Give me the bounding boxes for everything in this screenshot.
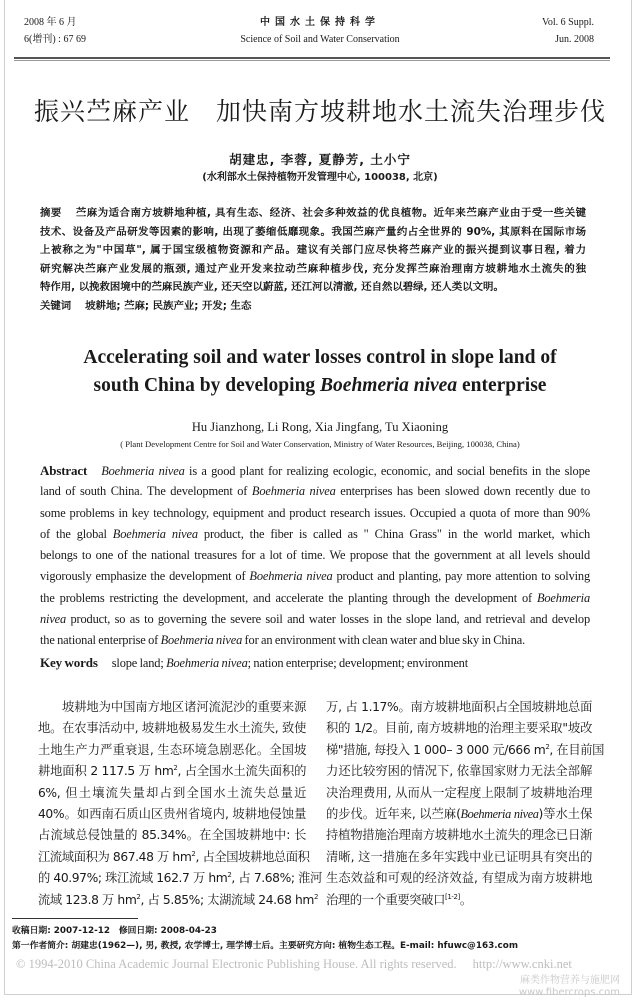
body-line: [326, 783, 592, 804]
italic-term: Boehmeria nivea: [320, 375, 458, 396]
abstract-en-line: [40, 588, 590, 609]
superscript: 2: [173, 764, 178, 773]
text-run: of the global: [40, 526, 113, 541]
text-run: , 占全国水土流失面积的: [177, 764, 306, 779]
superscript: 2: [314, 892, 319, 901]
text-run: 江流域面积为 867.48 万 hm: [38, 849, 192, 864]
body-line: [326, 890, 592, 911]
body-line: [326, 868, 592, 889]
italic-term: Boehmeria nivea: [101, 464, 185, 478]
text-run: 6%, 但土壤流失量却占到全国水土流失总量近: [38, 785, 306, 800]
text-run: 的步伐。近年来, 以苎麻(: [326, 806, 461, 821]
body-line: [38, 825, 306, 846]
abstract-en-line: [40, 524, 590, 545]
text-run: some problems in key technology, equipment and product research issues. Occupied a quota of more than 90%: [40, 505, 590, 520]
copyright-notice: [16, 957, 572, 972]
superscript: 2: [227, 871, 232, 880]
keywords-cn-label: 关键词: [40, 299, 72, 312]
affiliation-en: ( Plant Development Centre for Soil and Water Conservation, Ministry of Water Resources, Beijing, 100038, China): [120, 439, 520, 449]
superscript: 2: [545, 742, 550, 751]
text-run: ; nation enterprise; development; environment: [247, 655, 469, 670]
footnote-dates: 收稿日期: 2007-12-12 修回日期: 2008-04-23: [12, 926, 217, 936]
text-run: 治理的一个重要突破口: [326, 892, 445, 907]
abstract-cn-line: 苎麻为适合南方坡耕地种植, 具有生态、经济、社会多种效益的优良植物。近年来苎麻产业由于受一些关键: [75, 207, 587, 219]
keywords-en: [40, 652, 590, 673]
copyright-link[interactable]: http://www.cnki.net: [472, 957, 572, 971]
italic-term: Boehmeria: [536, 590, 590, 605]
text-run: 。: [459, 892, 472, 907]
body-line: [38, 783, 306, 804]
italic-term: Boehmeria nivea: [112, 526, 198, 541]
text-run: 生态效益和可观的经济效益, 有望成为南方坡耕地: [326, 871, 592, 886]
copyright-text: © 1994-2010 China Academic Journal Electronic Publishing House. All rights reserved.: [16, 957, 457, 971]
text-run: enterprises has been slowed down recently due to: [335, 484, 591, 499]
text-run: 万, 占 1.17%。南方坡耕地面积占全国坡耕地总面: [326, 700, 592, 714]
abstract-cn-label: 摘要: [40, 207, 62, 219]
body-line: [38, 847, 310, 868]
text-run: , 占 5.85%; 太湖流域 24.68 hm: [140, 892, 314, 907]
abstract-en-line: [40, 481, 590, 502]
text-run: vigorously emphasize the development of: [40, 569, 250, 584]
body-line: [326, 804, 592, 825]
footnote-author: 第一作者简介: 胡建忠(1962—), 男, 教授, 农学博士, 理学博士后。主要研究方向: 植物生态工程。E-mail: hfuwc@163.com: [12, 941, 518, 951]
text-run: product, so as to governing the severe soil and water losses in the slope land, and retrieval and develop: [66, 612, 590, 627]
body-line: [38, 740, 306, 761]
abstract-en-line: [40, 460, 590, 481]
title-en: [0, 344, 640, 400]
text-run: , 占全国坡耕地总面积: [195, 849, 310, 864]
text-run: 坡耕地为中国南方地区诸河流泥沙的重要来源: [62, 700, 306, 714]
header-pages: 6(增刊) : 67 69: [24, 34, 86, 45]
text-run: 持植物措施治理南方坡耕地水土流失的理念已日渐: [326, 828, 592, 843]
abstract-cn: [40, 204, 586, 315]
text-run: , 在目前国: [549, 742, 605, 757]
italic-term: nivea: [40, 612, 67, 627]
header-volume-info: [484, 14, 594, 48]
abstract-en-line: [40, 630, 590, 651]
watermark-site-name: 麻类作物营养与施肥网: [520, 975, 620, 986]
text-run: 积的 1/2。目前, 南方坡耕地的治理主要采取"坡改: [326, 721, 592, 736]
header-volume: Vol. 6 Suppl.: [541, 17, 594, 28]
abstract-cn-line: 研究解决苎麻产业发展的瓶颈, 通过产业开发来拉动苎麻种植步伐, 充分发挥苎麻治理南方坡耕地水土流失的独: [40, 262, 586, 275]
text-run: product and planting, pay more attention to solving: [332, 569, 590, 584]
abstract-cn-line: 上被称之为"中国草", 属于国宝级植物资源和产品。建议有关部门应尽快将苎麻产业的振兴提到议事日程, 着力: [40, 244, 586, 256]
text-run: enterprise: [457, 375, 547, 396]
watermark-url: www.fibercrops.com: [518, 986, 620, 998]
abstract-cn-line: 特作用, 以挽救困境中的苎麻民族产业, 还天空以蔚蓝, 还江河以清澈, 还自然以碧绿, 还人类以文明。: [40, 281, 504, 293]
body-line: [38, 804, 306, 825]
body-line: [326, 825, 592, 846]
italic-term: Boehmeria nivea: [249, 569, 333, 584]
text-run: 耕地面积 2 117.5 万 hm: [38, 764, 174, 779]
watermark: [519, 975, 620, 998]
italic-term: Boehmeria nivea: [251, 484, 336, 499]
abstract-en-line: [40, 503, 590, 524]
body-line: [326, 718, 592, 739]
text-run: 流域 123.8 万 hm: [38, 892, 137, 907]
abstract-en: [40, 460, 590, 673]
journal-name-cn: 中国水土保持科学: [260, 17, 380, 28]
body-line: [38, 761, 306, 782]
title-en-line: Accelerating soil and water losses control in slope land of: [83, 347, 557, 368]
header-issue-info: [24, 14, 144, 48]
text-run: the problems restricting the development, and accelerate the planting through the development of: [40, 590, 537, 605]
text-run: product, the fiber is called as " China Grass" in the world market, which: [197, 526, 590, 541]
text-run: belongs to one of the national treasures for a lot of time. We propose that the government at all levels should: [40, 548, 590, 563]
header-date: 2008 年 6 月: [24, 17, 77, 28]
italic-term: Boehmeria nivea: [160, 633, 243, 648]
body-line: [38, 868, 322, 889]
superscript: [1-2]: [444, 892, 460, 901]
text-run: slope land;: [111, 655, 167, 670]
keywords-cn: 坡耕地; 苎麻; 民族产业; 开发; 生态: [85, 299, 252, 312]
abstract-en-line: [40, 545, 590, 566]
body-line: [326, 847, 592, 868]
text-run: the national enterprise of: [40, 633, 161, 648]
authors-en: Hu Jianzhong, Li Rong, Xia Jingfang, Tu Xiaoning: [191, 420, 449, 434]
text-run: 40%。如西南石质山区贵州省境内, 坡耕地侵蚀量: [38, 806, 306, 821]
text-run: 占流域总侵蚀量的 85.34%。在全国坡耕地中: 长: [38, 828, 306, 843]
body-column-left: [38, 697, 322, 911]
text-run: )等水土保: [538, 806, 592, 821]
authors-cn: 胡建忠, 李蓉, 夏静芳, 土小宁: [229, 152, 411, 167]
title-en-line: [0, 372, 640, 400]
body-line: [326, 697, 592, 718]
italic-term: Boehmeria nivea: [460, 806, 539, 821]
body-line: [38, 697, 306, 718]
italic-term: Boehmeria nivea: [166, 655, 248, 670]
text-run: for an environment with clean water and blue sky in China.: [242, 633, 526, 648]
body-line: [38, 890, 319, 911]
header-month: Jun. 2008: [555, 34, 594, 45]
header-rule: [14, 57, 610, 61]
footnote-rule: [12, 918, 138, 919]
text-run: 清晰, 这一措施在多年实践中业已证明具有突出的: [326, 849, 592, 864]
superscript: 2: [191, 849, 196, 858]
affiliation-cn: (水利部水土保持植物开发管理中心, 100038, 北京): [202, 172, 438, 183]
text-run: is a good plant for realizing ecologic, economic, and social benefits in the slope: [184, 464, 590, 478]
text-run: , 占 7.68%; 淮河: [231, 871, 322, 886]
keywords-en-label: Key words: [40, 654, 98, 670]
body-column-right: [326, 697, 605, 911]
text-run: 决治理费用, 从而从一定程度上限制了坡耕地治理: [326, 785, 592, 800]
text-run: 地。在农事活动中, 坡耕地极易发生水土流失, 致使: [38, 721, 306, 736]
text-run: 土地生产力严重衰退, 生态环境急剧恶化。全国坡: [38, 742, 306, 757]
abstract-cn-line: 技术、设备及产品研发等因素的影响, 出现了萎缩低靡现象。我国苎麻产量约占全世界的 90%, 其原料在国际市场: [40, 225, 586, 238]
text-run: 力还比较穷困的情况下, 依靠国家财力无法全部解: [326, 764, 592, 779]
text-run: land of south China. The development of: [40, 484, 252, 499]
body-line: [326, 740, 605, 761]
text-run: 的 40.97%; 珠江流域 162.7 万 hm: [38, 871, 228, 886]
text-run: south China by developing: [93, 375, 321, 396]
text-run: 梯"措施, 每投入 1 000– 3 000 元/666 m: [326, 742, 546, 757]
abstract-en-label: Abstract: [40, 463, 88, 478]
superscript: 2: [136, 892, 141, 901]
abstract-en-line: [40, 566, 590, 587]
title-cn: 振兴苎麻产业 加快南方坡耕地水土流失治理步伐: [33, 97, 606, 126]
body-line: [326, 761, 592, 782]
body-line: [38, 718, 306, 739]
header-journal: [200, 14, 440, 48]
journal-name-en: Science of Soil and Water Conservation: [240, 34, 400, 45]
abstract-en-line: [40, 609, 590, 630]
